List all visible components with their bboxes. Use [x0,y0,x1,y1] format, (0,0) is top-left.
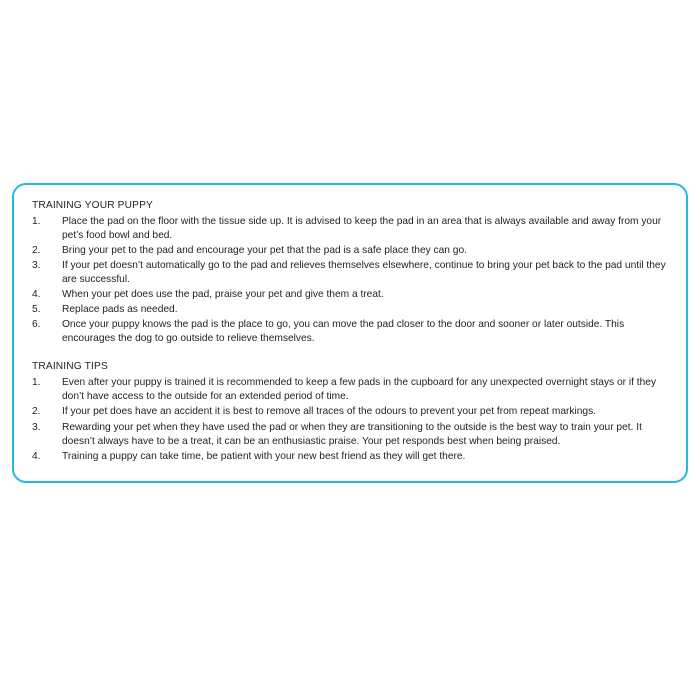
list-item-number: 3. [32,260,41,272]
list-item-number: 1. [32,377,41,389]
list-item [32,215,668,243]
list-item [32,421,668,449]
list-item [32,450,668,464]
section-heading: TRAINING TIPS [32,361,108,373]
list-item-text: Replace pads as needed. [62,304,178,316]
list-item-number: 4. [32,289,41,301]
list-item-text: Training a puppy can take time, be patient with your new best friend as they will get there. [62,450,466,462]
list-item-text: If your pet doesn’t automatically go to the pad and relieves themselves elsewhere, continue to bring your pet back to the pad until they are successful. [62,260,666,286]
section-divider-space [32,347,668,360]
list-item [32,318,668,346]
section-training-tips [32,360,668,463]
section-training-your-puppy [32,199,668,346]
list-item-number: 6. [32,319,41,331]
list-item [32,259,668,287]
list-item-number: 1. [32,215,41,227]
list-item [32,376,668,404]
list-item-number: 2. [32,244,41,256]
list-item-number: 5. [32,304,41,316]
list-item-text: Rewarding your pet when they have used the pad or when they are transitioning to the outside is the best way to train your pet. It doesn’t always have to be a treat, it can be an enthusiastic praise. Your pet responds best when being praised. [62,421,642,447]
training-instructions-card [12,183,688,483]
list-item-text: If your pet does have an accident it is best to remove all traces of the odours to prevent your pet from repeat markings. [62,406,596,418]
list-item-number: 2. [32,406,41,418]
list-item [32,288,668,302]
list-item-number: 3. [32,421,41,433]
list-item-text: Bring your pet to the pad and encourage your pet that the pad is a safe place they can go. [62,244,467,256]
list-item [32,405,668,419]
training-steps-list [32,215,668,347]
section-heading: TRAINING YOUR PUPPY [32,200,153,211]
list-item-text: Even after your puppy is trained it is recommended to keep a few pads in the cupboard for any unexpected overnight stays or if they don’t have access to the outside for an extended period of time. [62,377,657,403]
list-item [32,244,668,258]
list-item [32,303,668,317]
list-item-text: When your pet does use the pad, praise your pet and give them a treat. [62,289,384,301]
list-item-number: 4. [32,450,41,462]
training-tips-list [32,376,668,463]
list-item-text: Place the pad on the floor with the tissue side up. It is advised to keep the pad in an area that is always available and away from your pet’s food bowl and bed. [62,215,662,241]
list-item-text: Once your puppy knows the pad is the place to go, you can move the pad closer to the door and sooner or later outside. This encourages the dog to go outside to relieve themselves. [62,319,625,345]
